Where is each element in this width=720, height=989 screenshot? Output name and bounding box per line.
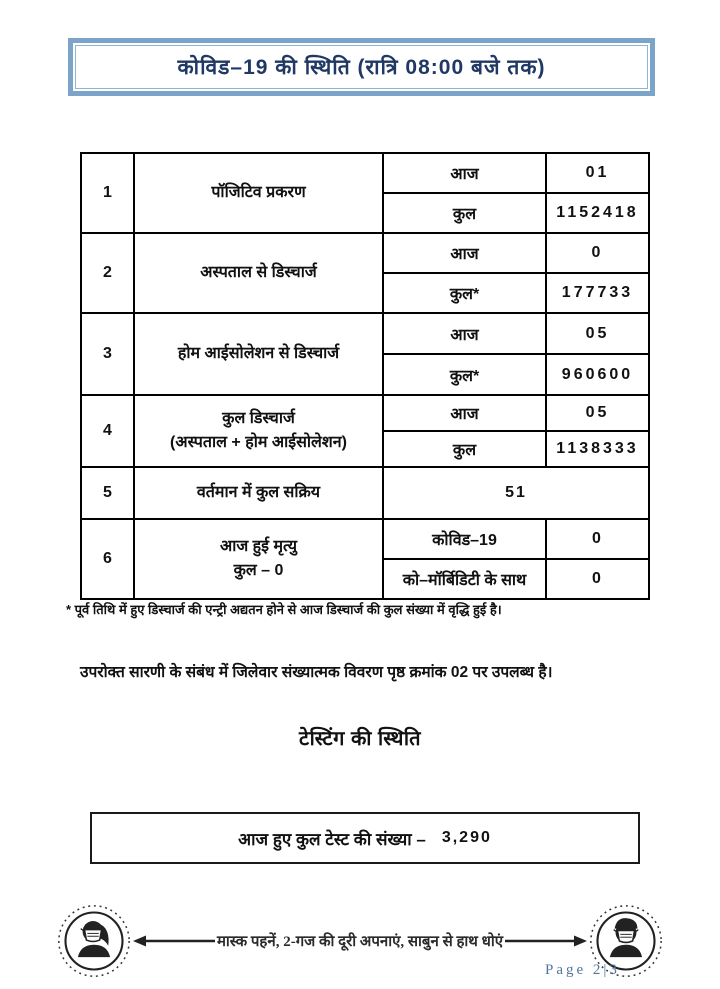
row-label-line1: आज हुई मृत्यु <box>220 538 297 555</box>
row-sno: 2 <box>81 233 134 313</box>
row-value: 05 <box>546 395 649 431</box>
row-key: कोविड–19 <box>383 519 546 559</box>
table-row <box>81 467 649 519</box>
mask-slogan: मास्क पहनें, 2-गज की दूरी अपनाएं, साबुन से हाथ धोएं <box>216 934 504 950</box>
report-title-box <box>68 38 655 96</box>
row-key: आज <box>383 313 546 354</box>
table-row <box>81 153 649 193</box>
row-key: कुल <box>383 193 546 233</box>
row-sno: 4 <box>81 395 134 467</box>
row-value: 0 <box>546 233 649 273</box>
row-label-line2: कुल – 0 <box>233 562 284 579</box>
row-key: कुल* <box>383 354 546 395</box>
female-mask-icon <box>56 903 132 979</box>
page-number: Page 2|3 <box>545 962 620 978</box>
covid-status-table <box>80 152 650 600</box>
tests-count-label: आज हुए कुल टेस्ट की संख्या – <box>238 829 426 849</box>
row-key: आज <box>383 395 546 431</box>
row-key: कुल <box>383 431 546 467</box>
row-label: अस्पताल से डिस्चार्ज <box>134 233 383 313</box>
row-label: पॉजिटिव प्रकरण <box>134 153 383 233</box>
footnote: * पूर्व तिथि में हुए डिस्चार्ज की एन्ट्री अद्यतन होने से आज डिस्चार्ज की कुल संख्या में वृद्धि हुई है। <box>66 602 502 617</box>
tests-count-value: 3,290 <box>441 829 492 846</box>
row-sno: 5 <box>81 467 134 519</box>
row-value: 1152418 <box>546 193 649 233</box>
report-title: कोविड–19 की स्थिति (रात्रि 08:00 बजे तक) <box>177 56 546 79</box>
table-row <box>81 313 649 354</box>
row-key: आज <box>383 233 546 273</box>
row-sno: 3 <box>81 313 134 395</box>
row-value: 0 <box>546 519 649 559</box>
row-value: 960600 <box>546 354 649 395</box>
row-key: आज <box>383 153 546 193</box>
table-row <box>81 395 649 431</box>
row-label-line2: (अस्पताल + होम आईसोलेशन) <box>170 434 347 451</box>
testing-heading: टेस्टिंग की स्थिति <box>299 728 421 750</box>
row-label <box>134 519 383 599</box>
right-arrow-icon <box>505 934 587 948</box>
row-label <box>134 395 383 467</box>
left-arrow-icon <box>133 934 215 948</box>
table-row <box>81 519 649 559</box>
row-label-line1: कुल डिस्चार्ज <box>222 410 295 427</box>
row-key: कुल* <box>383 273 546 313</box>
row-label: वर्तमान में कुल सक्रिय <box>134 467 383 519</box>
district-note: उपरोक्त सारणी के संबंध में जिलेवार संख्यात्मक विवरण पृष्ठ क्रमांक 02 पर उपलब्ध है। <box>80 664 553 681</box>
row-label: होम आईसोलेशन से डिस्चार्ज <box>134 313 383 395</box>
row-value: 05 <box>546 313 649 354</box>
row-value: 1138333 <box>546 431 649 467</box>
table-row <box>81 233 649 273</box>
row-sno: 1 <box>81 153 134 233</box>
row-value: 0 <box>546 559 649 599</box>
row-sno: 6 <box>81 519 134 599</box>
tests-count-box <box>90 812 640 864</box>
row-value: 177733 <box>546 273 649 313</box>
row-merged-value: 51 <box>383 467 649 519</box>
row-value: 01 <box>546 153 649 193</box>
report-title-inner-frame <box>75 45 648 89</box>
row-key: को–मॉर्बिडिटी के साथ <box>383 559 546 599</box>
